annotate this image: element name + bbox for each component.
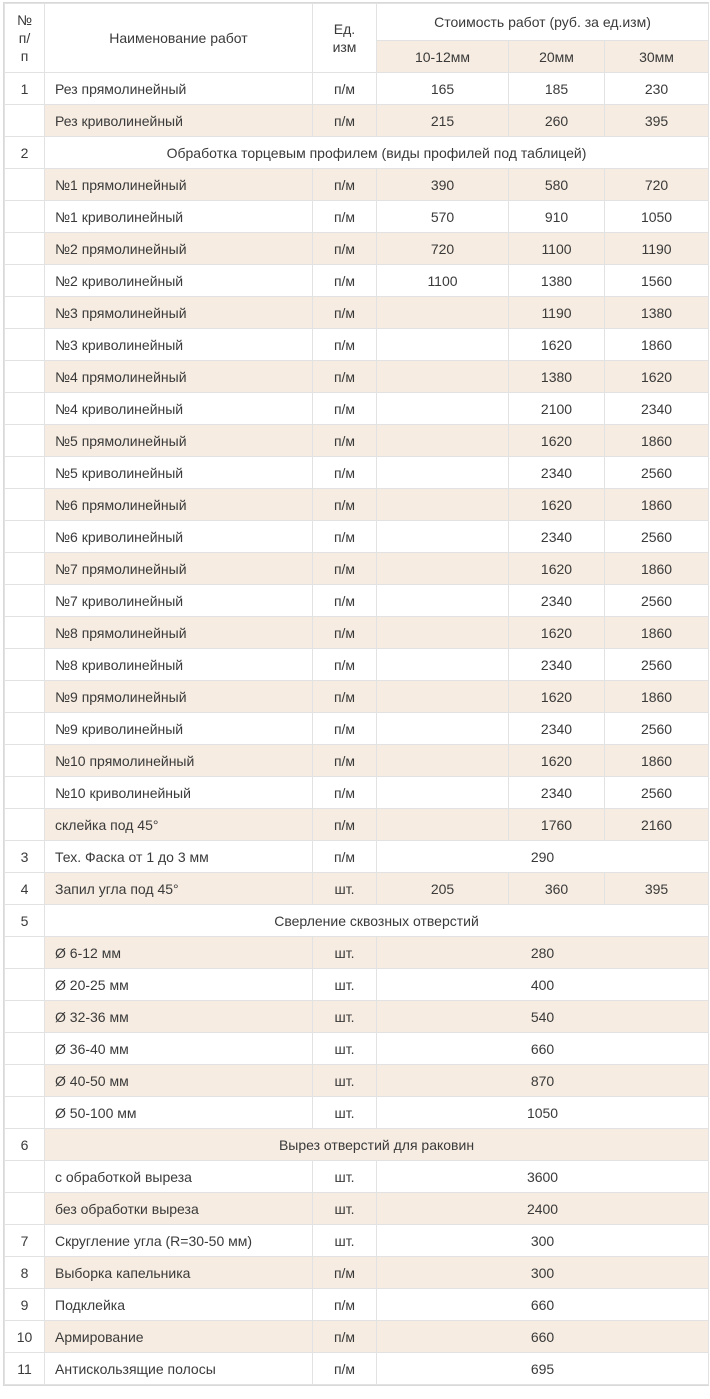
price-20-cell: 910 [509, 201, 605, 233]
row-number-cell [5, 617, 45, 649]
row-number-cell [5, 649, 45, 681]
price-10-12-cell [377, 361, 509, 393]
work-name-cell: №9 криволинейный [45, 713, 313, 745]
row-number-cell: 3 [5, 841, 45, 873]
work-name-cell: №4 прямолинейный [45, 361, 313, 393]
unit-cell: шт. [313, 1225, 377, 1257]
price-merged-cell: 3600 [377, 1161, 709, 1193]
row-number-cell: 10 [5, 1321, 45, 1353]
unit-cell: п/м [313, 777, 377, 809]
work-name-cell: Ø 32-36 мм [45, 1001, 313, 1033]
row-number-cell: 5 [5, 905, 45, 937]
row-number-cell [5, 745, 45, 777]
table-row [5, 1065, 709, 1097]
work-name-cell: Выборка капельника [45, 1257, 313, 1289]
work-name-cell: №9 прямолинейный [45, 681, 313, 713]
unit-cell: шт. [313, 1065, 377, 1097]
table-row [5, 1257, 709, 1289]
unit-cell: п/м [313, 713, 377, 745]
price-30-cell: 2560 [605, 457, 709, 489]
table-row [5, 201, 709, 233]
row-number-cell [5, 1001, 45, 1033]
unit-cell: п/м [313, 841, 377, 873]
row-number-cell [5, 297, 45, 329]
header-cost: Стоимость работ (руб. за ед.изм) [377, 4, 709, 41]
price-10-12-cell [377, 681, 509, 713]
price-10-12-cell [377, 489, 509, 521]
price-20-cell: 1190 [509, 297, 605, 329]
work-name-cell: Рез прямолинейный [45, 73, 313, 105]
unit-cell: шт. [313, 1001, 377, 1033]
table-row [5, 137, 709, 169]
price-30-cell: 2340 [605, 393, 709, 425]
row-number-cell [5, 1065, 45, 1097]
row-number-cell [5, 393, 45, 425]
price-10-12-cell [377, 777, 509, 809]
row-number-cell: 6 [5, 1129, 45, 1161]
price-20-cell: 1620 [509, 329, 605, 361]
price-20-cell: 2340 [509, 457, 605, 489]
unit-cell: п/м [313, 169, 377, 201]
row-number-cell [5, 329, 45, 361]
unit-cell: шт. [313, 969, 377, 1001]
price-10-12-cell: 390 [377, 169, 509, 201]
work-name-cell: №2 прямолинейный [45, 233, 313, 265]
price-30-cell: 2560 [605, 585, 709, 617]
price-20-cell: 2340 [509, 713, 605, 745]
price-20-cell: 1380 [509, 361, 605, 393]
table-row [5, 969, 709, 1001]
price-30-cell: 1190 [605, 233, 709, 265]
price-merged-cell: 660 [377, 1321, 709, 1353]
work-name-cell: №10 прямолинейный [45, 745, 313, 777]
price-10-12-cell [377, 457, 509, 489]
header-unit-line-2: изм [332, 39, 357, 55]
price-merged-cell: 870 [377, 1065, 709, 1097]
price-10-12-cell [377, 425, 509, 457]
table-row [5, 425, 709, 457]
table-row [5, 905, 709, 937]
row-number-cell [5, 553, 45, 585]
unit-cell: п/м [313, 1257, 377, 1289]
work-name-cell: Подклейка [45, 1289, 313, 1321]
row-number-cell [5, 233, 45, 265]
price-20-cell: 185 [509, 73, 605, 105]
work-name-cell: Ø 40-50 мм [45, 1065, 313, 1097]
table-row [5, 457, 709, 489]
row-number-cell [5, 969, 45, 1001]
unit-cell: п/м [313, 521, 377, 553]
table-row [5, 1129, 709, 1161]
row-number-cell: 4 [5, 873, 45, 905]
header-size-30: 30мм [605, 41, 709, 73]
price-30-cell: 1620 [605, 361, 709, 393]
unit-cell: шт. [313, 1097, 377, 1129]
unit-cell: п/м [313, 201, 377, 233]
work-name-cell: Запил угла под 45° [45, 873, 313, 905]
price-30-cell: 1380 [605, 297, 709, 329]
row-number-cell [5, 201, 45, 233]
unit-cell: п/м [313, 809, 377, 841]
price-20-cell: 260 [509, 105, 605, 137]
unit-cell: п/м [313, 297, 377, 329]
price-30-cell: 395 [605, 873, 709, 905]
price-30-cell: 2560 [605, 521, 709, 553]
row-number-cell [5, 681, 45, 713]
price-merged-cell: 300 [377, 1257, 709, 1289]
header-name: Наименование работ [45, 4, 313, 73]
table-row [5, 585, 709, 617]
work-name-cell: №1 прямолинейный [45, 169, 313, 201]
row-number-cell: 2 [5, 137, 45, 169]
unit-cell: п/м [313, 73, 377, 105]
price-10-12-cell [377, 553, 509, 585]
unit-cell: п/м [313, 745, 377, 777]
price-30-cell: 1860 [605, 329, 709, 361]
price-10-12-cell: 215 [377, 105, 509, 137]
work-name-cell: Ø 6-12 мм [45, 937, 313, 969]
price-20-cell: 360 [509, 873, 605, 905]
price-30-cell: 1560 [605, 265, 709, 297]
price-20-cell: 2340 [509, 521, 605, 553]
unit-cell: п/м [313, 617, 377, 649]
price-10-12-cell: 570 [377, 201, 509, 233]
unit-cell: п/м [313, 1289, 377, 1321]
price-10-12-cell [377, 393, 509, 425]
table-row [5, 1353, 709, 1385]
unit-cell: п/м [313, 233, 377, 265]
work-name-cell: Тех. Фаска от 1 до 3 мм [45, 841, 313, 873]
price-merged-cell: 2400 [377, 1193, 709, 1225]
price-20-cell: 1620 [509, 745, 605, 777]
unit-cell: п/м [313, 425, 377, 457]
unit-cell: п/м [313, 265, 377, 297]
table-row [5, 745, 709, 777]
work-name-cell: №7 прямолинейный [45, 553, 313, 585]
price-10-12-cell [377, 521, 509, 553]
table-row [5, 297, 709, 329]
table-row [5, 73, 709, 105]
row-number-cell [5, 489, 45, 521]
price-20-cell: 2340 [509, 649, 605, 681]
work-name-cell: Рез криволинейный [45, 105, 313, 137]
price-30-cell: 395 [605, 105, 709, 137]
unit-cell: п/м [313, 553, 377, 585]
unit-cell: п/м [313, 361, 377, 393]
unit-cell: п/м [313, 329, 377, 361]
price-merged-cell: 280 [377, 937, 709, 969]
table-row [5, 617, 709, 649]
work-name-cell: №5 криволинейный [45, 457, 313, 489]
unit-cell: шт. [313, 1033, 377, 1065]
row-number-cell [5, 521, 45, 553]
table-row [5, 809, 709, 841]
price-merged-cell: 1050 [377, 1097, 709, 1129]
work-name-cell: №8 прямолинейный [45, 617, 313, 649]
price-10-12-cell: 1100 [377, 265, 509, 297]
work-name-cell: №7 криволинейный [45, 585, 313, 617]
price-10-12-cell [377, 809, 509, 841]
work-name-cell: Ø 50-100 мм [45, 1097, 313, 1129]
table-row [5, 489, 709, 521]
table-row [5, 1225, 709, 1257]
table-row [5, 1321, 709, 1353]
price-30-cell: 1860 [605, 681, 709, 713]
price-merged-cell: 695 [377, 1353, 709, 1385]
table-row [5, 361, 709, 393]
work-name-cell: без обработки выреза [45, 1193, 313, 1225]
price-20-cell: 1760 [509, 809, 605, 841]
price-table-container [3, 2, 709, 1386]
price-10-12-cell: 205 [377, 873, 509, 905]
row-number-cell [5, 169, 45, 201]
row-number-cell [5, 457, 45, 489]
price-10-12-cell [377, 713, 509, 745]
price-20-cell: 1620 [509, 553, 605, 585]
price-30-cell: 1860 [605, 425, 709, 457]
row-number-cell: 1 [5, 73, 45, 105]
unit-cell: п/м [313, 585, 377, 617]
table-row [5, 649, 709, 681]
unit-cell: шт. [313, 873, 377, 905]
unit-cell: п/м [313, 1321, 377, 1353]
unit-cell: шт. [313, 937, 377, 969]
table-row [5, 393, 709, 425]
row-number-cell [5, 713, 45, 745]
price-30-cell: 1860 [605, 617, 709, 649]
price-20-cell: 1620 [509, 425, 605, 457]
price-30-cell: 2560 [605, 649, 709, 681]
price-30-cell: 720 [605, 169, 709, 201]
work-name-cell: №4 криволинейный [45, 393, 313, 425]
price-merged-cell: 400 [377, 969, 709, 1001]
price-30-cell: 1860 [605, 489, 709, 521]
work-name-cell: №3 криволинейный [45, 329, 313, 361]
row-number-cell [5, 585, 45, 617]
row-number-cell: 9 [5, 1289, 45, 1321]
price-20-cell: 1620 [509, 681, 605, 713]
table-row [5, 937, 709, 969]
work-name-cell: Скругление угла (R=30-50 мм) [45, 1225, 313, 1257]
table-row [5, 681, 709, 713]
row-number-cell [5, 425, 45, 457]
price-20-cell: 1380 [509, 265, 605, 297]
section-title-cell: Обработка торцевым профилем (виды профилей под таблицей) [45, 137, 709, 169]
price-30-cell: 230 [605, 73, 709, 105]
price-merged-cell: 290 [377, 841, 709, 873]
price-merged-cell: 300 [377, 1225, 709, 1257]
price-30-cell: 2560 [605, 713, 709, 745]
section-title-cell: Вырез отверстий для раковин [45, 1129, 709, 1161]
row-number-cell: 7 [5, 1225, 45, 1257]
unit-cell: п/м [313, 489, 377, 521]
header-num-line-3: п [20, 48, 29, 64]
work-name-cell: №6 прямолинейный [45, 489, 313, 521]
table-row [5, 169, 709, 201]
table-row [5, 521, 709, 553]
table-row [5, 1001, 709, 1033]
section-title-cell: Сверление сквозных отверстий [45, 905, 709, 937]
header-num-line-1: № [16, 12, 33, 28]
work-name-cell: Антискользящие полосы [45, 1353, 313, 1385]
work-name-cell: Ø 20-25 мм [45, 969, 313, 1001]
price-20-cell: 1100 [509, 233, 605, 265]
price-10-12-cell: 720 [377, 233, 509, 265]
price-20-cell: 2340 [509, 777, 605, 809]
unit-cell: п/м [313, 393, 377, 425]
table-row [5, 1193, 709, 1225]
table-row [5, 841, 709, 873]
unit-cell: п/м [313, 681, 377, 713]
price-10-12-cell [377, 297, 509, 329]
price-10-12-cell [377, 617, 509, 649]
price-30-cell: 2560 [605, 777, 709, 809]
header-num [5, 4, 45, 73]
price-10-12-cell [377, 649, 509, 681]
header-size-10-12: 10-12мм [377, 41, 509, 73]
row-number-cell [5, 1193, 45, 1225]
row-number-cell [5, 105, 45, 137]
price-20-cell: 2100 [509, 393, 605, 425]
table-row [5, 713, 709, 745]
header-row-1 [5, 4, 709, 41]
row-number-cell [5, 1161, 45, 1193]
work-name-cell: №2 криволинейный [45, 265, 313, 297]
row-number-cell: 8 [5, 1257, 45, 1289]
work-name-cell: №6 криволинейный [45, 521, 313, 553]
table-row [5, 1289, 709, 1321]
price-10-12-cell [377, 329, 509, 361]
row-number-cell [5, 1033, 45, 1065]
work-name-cell: №1 криволинейный [45, 201, 313, 233]
work-name-cell: склейка под 45° [45, 809, 313, 841]
price-20-cell: 1620 [509, 617, 605, 649]
table-row [5, 265, 709, 297]
table-row [5, 553, 709, 585]
row-number-cell: 11 [5, 1353, 45, 1385]
work-name-cell: №8 криволинейный [45, 649, 313, 681]
row-number-cell [5, 1097, 45, 1129]
price-merged-cell: 540 [377, 1001, 709, 1033]
table-row [5, 1161, 709, 1193]
price-30-cell: 2160 [605, 809, 709, 841]
table-row [5, 329, 709, 361]
price-10-12-cell [377, 585, 509, 617]
table-row [5, 777, 709, 809]
price-20-cell: 580 [509, 169, 605, 201]
table-row [5, 105, 709, 137]
work-name-cell: №3 прямолинейный [45, 297, 313, 329]
price-20-cell: 2340 [509, 585, 605, 617]
price-30-cell: 1860 [605, 745, 709, 777]
table-row [5, 1033, 709, 1065]
price-30-cell: 1860 [605, 553, 709, 585]
table-row [5, 233, 709, 265]
unit-cell: п/м [313, 649, 377, 681]
row-number-cell [5, 809, 45, 841]
header-size-20: 20мм [509, 41, 605, 73]
price-10-12-cell [377, 745, 509, 777]
price-20-cell: 1620 [509, 489, 605, 521]
price-merged-cell: 660 [377, 1289, 709, 1321]
unit-cell: п/м [313, 105, 377, 137]
row-number-cell [5, 937, 45, 969]
work-name-cell: №5 прямолинейный [45, 425, 313, 457]
unit-cell: п/м [313, 457, 377, 489]
row-number-cell [5, 777, 45, 809]
work-name-cell: с обработкой выреза [45, 1161, 313, 1193]
unit-cell: шт. [313, 1161, 377, 1193]
header-num-line-2: п/ [18, 30, 31, 46]
work-name-cell: №10 криволинейный [45, 777, 313, 809]
row-number-cell [5, 265, 45, 297]
work-name-cell: Армирование [45, 1321, 313, 1353]
header-unit [313, 4, 377, 73]
row-number-cell [5, 361, 45, 393]
table-row [5, 873, 709, 905]
unit-cell: шт. [313, 1193, 377, 1225]
price-table [4, 3, 709, 1385]
work-name-cell: Ø 36-40 мм [45, 1033, 313, 1065]
table-row [5, 1097, 709, 1129]
price-10-12-cell: 165 [377, 73, 509, 105]
price-30-cell: 1050 [605, 201, 709, 233]
header-unit-line-1: Ед. [333, 21, 356, 37]
unit-cell: п/м [313, 1353, 377, 1385]
price-merged-cell: 660 [377, 1033, 709, 1065]
